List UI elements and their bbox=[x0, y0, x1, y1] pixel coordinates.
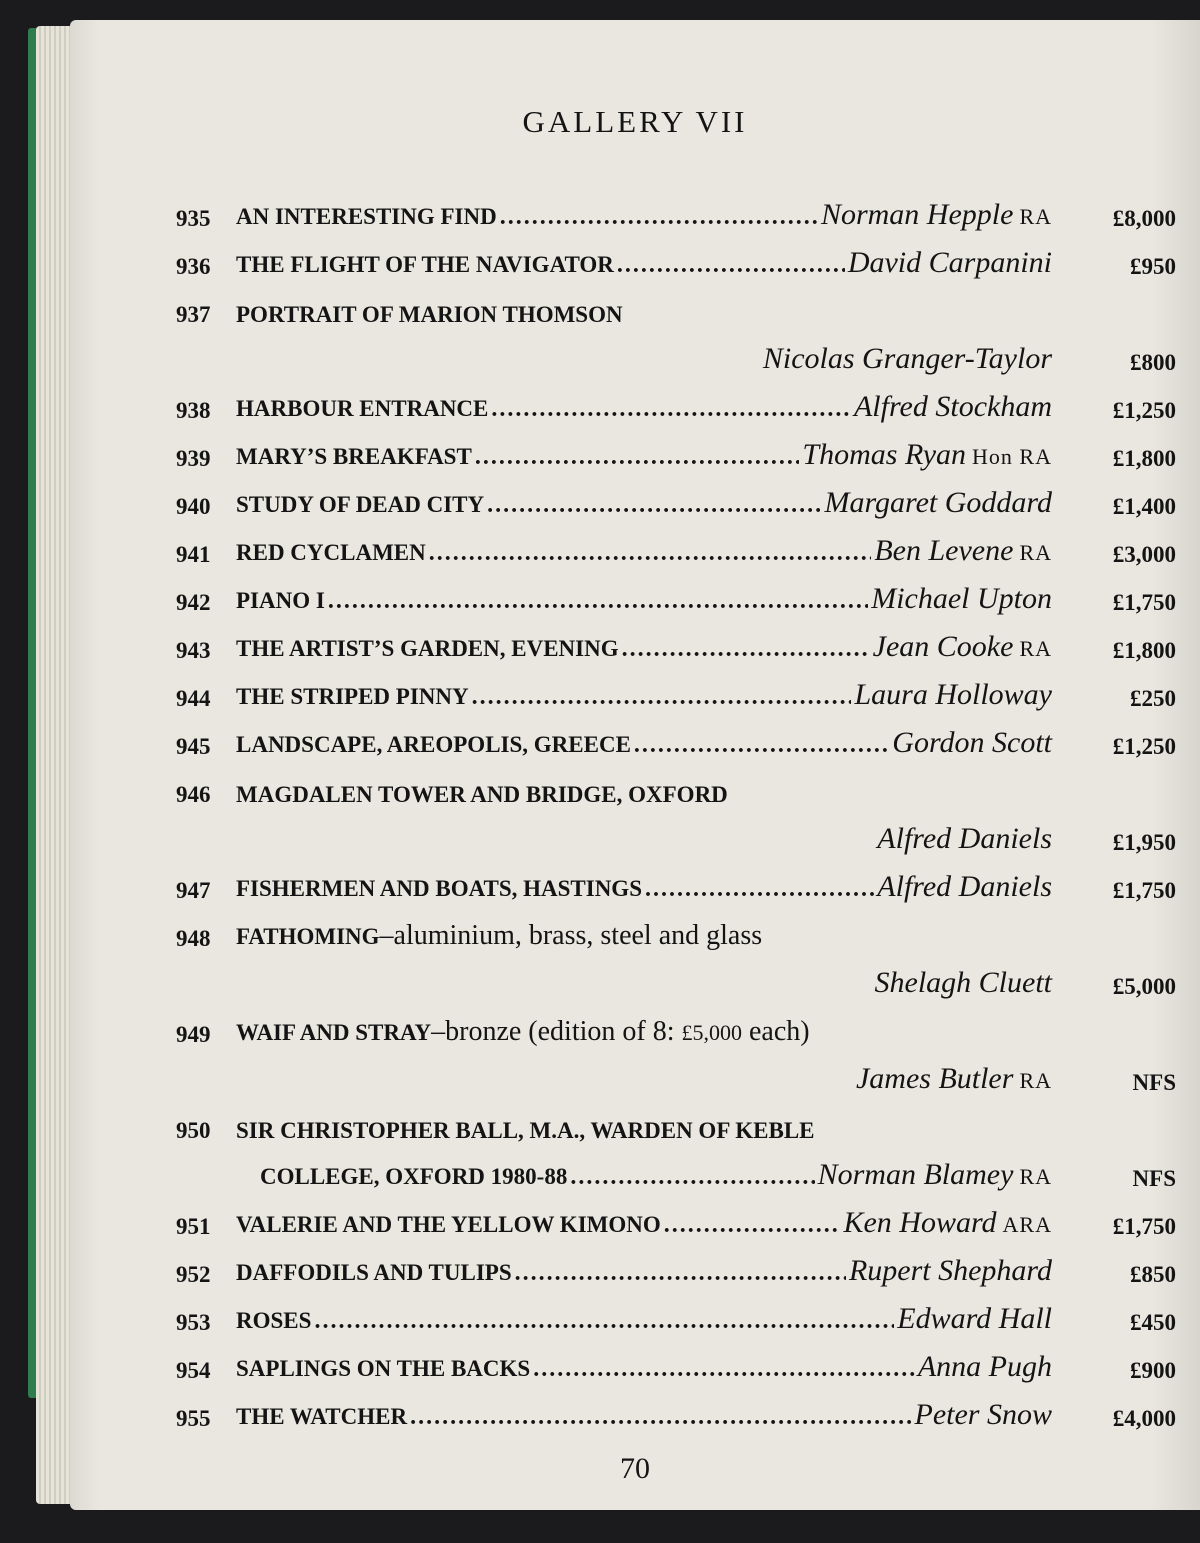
catalogue-entry-continued bbox=[176, 1056, 1176, 1096]
catalogue-entry bbox=[176, 192, 1176, 232]
entry-price: £1,950 bbox=[1112, 830, 1176, 855]
entry-artist: Margaret Goddard bbox=[824, 486, 1052, 519]
entry-title: THE FLIGHT OF THE NAVIGATOR bbox=[236, 252, 614, 277]
entry-price: £3,000 bbox=[1112, 542, 1176, 567]
edition-price: £5,000 bbox=[681, 1020, 742, 1045]
entry-artist: Edward Hall bbox=[897, 1302, 1052, 1335]
entry-number: 936 bbox=[176, 254, 211, 279]
catalogue-entry bbox=[176, 240, 1176, 280]
catalogue-entry bbox=[176, 1248, 1176, 1288]
entry-number: 952 bbox=[176, 1262, 211, 1287]
entry-title-continued: COLLEGE, OXFORD 1980-88 bbox=[260, 1164, 568, 1189]
leader-dots bbox=[500, 204, 818, 231]
entry-number: 941 bbox=[176, 542, 211, 567]
catalogue-entry bbox=[176, 432, 1176, 472]
entry-title: SAPLINGS ON THE BACKS bbox=[236, 1356, 531, 1381]
catalogue-entry bbox=[176, 384, 1176, 424]
entry-number: 953 bbox=[176, 1310, 211, 1335]
entry-price: £1,800 bbox=[1112, 638, 1176, 663]
entry-honour: Hon RA bbox=[972, 444, 1052, 469]
entry-number: 945 bbox=[176, 734, 211, 759]
entry-artist: Thomas Ryan Hon RA bbox=[802, 438, 1052, 471]
entry-number: 938 bbox=[176, 398, 211, 423]
leader-dots bbox=[328, 588, 868, 615]
entry-title: RED CYCLAMEN bbox=[236, 540, 426, 565]
entry-title: PORTRAIT OF MARION THOMSON bbox=[236, 302, 623, 327]
leader-dots bbox=[617, 252, 845, 279]
entry-title: LANDSCAPE, AREOPOLIS, GREECE bbox=[236, 732, 631, 757]
entry-price: £1,800 bbox=[1112, 446, 1176, 471]
entry-honour: RA bbox=[1019, 636, 1052, 661]
entry-number: 940 bbox=[176, 494, 211, 519]
catalogue-entry bbox=[176, 1008, 1176, 1048]
entry-number: 954 bbox=[176, 1358, 211, 1383]
entry-artist: Jean Cooke RA bbox=[872, 630, 1052, 663]
catalogue-entry bbox=[176, 288, 1176, 328]
entry-title: ROSES bbox=[236, 1308, 312, 1333]
leader-dots bbox=[491, 396, 851, 423]
entry-honour: RA bbox=[1019, 1068, 1052, 1093]
entry-medium: –aluminium, brass, steel and glass bbox=[379, 920, 763, 951]
catalogue-entry bbox=[176, 864, 1176, 904]
entry-price: £1,750 bbox=[1112, 878, 1176, 903]
entry-artist: Anna Pugh bbox=[917, 1350, 1052, 1383]
entry-title: PIANO I bbox=[236, 588, 325, 613]
entry-number: 950 bbox=[176, 1118, 211, 1143]
catalogue-entry bbox=[176, 576, 1176, 616]
entry-artist: David Carpanini bbox=[847, 246, 1052, 279]
catalogue-page bbox=[70, 20, 1200, 1510]
entry-price: £5,000 bbox=[1112, 974, 1176, 999]
entry-price: NFS bbox=[1132, 1070, 1176, 1095]
entry-title: THE WATCHER bbox=[236, 1404, 408, 1429]
entry-title: THE ARTIST’S GARDEN, EVENING bbox=[236, 636, 619, 661]
entry-number: 947 bbox=[176, 878, 211, 903]
entry-title: SIR CHRISTOPHER BALL, M.A., WARDEN OF KEBLE bbox=[236, 1118, 815, 1143]
entry-number: 937 bbox=[176, 302, 211, 327]
entry-honour: RA bbox=[1019, 1164, 1052, 1189]
catalogue-entry bbox=[176, 1392, 1176, 1432]
catalogue-entry bbox=[176, 480, 1176, 520]
entry-price: £1,750 bbox=[1112, 590, 1176, 615]
entry-artist: James Butler RA bbox=[855, 1062, 1052, 1095]
leader-dots bbox=[533, 1356, 915, 1383]
catalogue-entry bbox=[176, 1200, 1176, 1240]
catalogue-entry bbox=[176, 720, 1176, 760]
entry-artist: Peter Snow bbox=[914, 1398, 1052, 1431]
catalogue-entry bbox=[176, 768, 1176, 808]
entry-number: 943 bbox=[176, 638, 211, 663]
entry-honour: ARA bbox=[1002, 1212, 1052, 1237]
leader-dots bbox=[570, 1164, 814, 1191]
entry-medium: –bronze (edition of 8: £5,000 each) bbox=[431, 1016, 810, 1047]
entry-number: 955 bbox=[176, 1406, 211, 1431]
leader-dots bbox=[429, 540, 872, 567]
entry-artist: Michael Upton bbox=[871, 582, 1052, 615]
entry-artist: Laura Holloway bbox=[854, 678, 1052, 711]
catalogue-entry-continued bbox=[176, 816, 1176, 856]
entry-title: VALERIE AND THE YELLOW KIMONO bbox=[236, 1212, 661, 1237]
entry-price: £1,250 bbox=[1112, 398, 1176, 423]
entry-price: £900 bbox=[1130, 1358, 1176, 1383]
entry-price: £250 bbox=[1130, 686, 1176, 711]
leader-dots bbox=[487, 492, 821, 519]
entry-number: 948 bbox=[176, 926, 211, 951]
entry-artist: Rupert Shephard bbox=[848, 1254, 1052, 1287]
entry-title: HARBOUR ENTRANCE bbox=[236, 396, 489, 421]
entry-artist: Norman Hepple RA bbox=[820, 198, 1052, 231]
entry-price: £950 bbox=[1130, 254, 1176, 279]
entry-number: 951 bbox=[176, 1214, 211, 1239]
entry-price: £4,000 bbox=[1112, 1406, 1176, 1431]
entry-artist: Shelagh Cluett bbox=[874, 966, 1052, 999]
leader-dots bbox=[410, 1404, 911, 1431]
entry-title: MARY’S BREAKFAST bbox=[236, 444, 472, 469]
entry-artist: Gordon Scott bbox=[892, 726, 1052, 759]
entry-title: MAGDALEN TOWER AND BRIDGE, OXFORD bbox=[236, 782, 728, 807]
entry-title: STUDY OF DEAD CITY bbox=[236, 492, 485, 517]
entry-artist: Ben Levene RA bbox=[874, 534, 1052, 567]
catalogue-entry bbox=[176, 912, 1176, 952]
catalogue-entry bbox=[176, 1104, 1176, 1144]
entry-artist: Nicolas Granger-Taylor bbox=[762, 342, 1052, 375]
entry-artist: Alfred Daniels bbox=[877, 870, 1052, 903]
catalogue-entry bbox=[176, 1296, 1176, 1336]
entry-price: £1,400 bbox=[1112, 494, 1176, 519]
entry-title: DAFFODILS AND TULIPS bbox=[236, 1260, 512, 1285]
catalogue-entry-continued bbox=[176, 336, 1176, 376]
entry-title: WAIF AND STRAY bbox=[236, 1020, 432, 1045]
entry-price: £850 bbox=[1130, 1262, 1176, 1287]
entry-price: £1,250 bbox=[1112, 734, 1176, 759]
entry-artist: Ken Howard ARA bbox=[843, 1206, 1052, 1239]
entry-number: 946 bbox=[176, 782, 211, 807]
leader-dots bbox=[622, 636, 870, 663]
entry-artist: Norman Blamey RA bbox=[817, 1158, 1052, 1191]
entry-artist: Alfred Daniels bbox=[877, 822, 1052, 855]
page-title: GALLERY VII bbox=[522, 104, 748, 139]
entry-title: FATHOMING bbox=[236, 924, 380, 949]
entry-price: £800 bbox=[1130, 350, 1176, 375]
catalogue-entry bbox=[176, 1344, 1176, 1384]
entry-price: NFS bbox=[1132, 1166, 1176, 1191]
entry-number: 935 bbox=[176, 206, 211, 231]
leader-dots bbox=[515, 1260, 846, 1287]
leader-dots bbox=[664, 1212, 841, 1239]
entry-number: 939 bbox=[176, 446, 211, 471]
leader-dots bbox=[645, 876, 874, 903]
entry-honour: RA bbox=[1019, 540, 1052, 565]
catalogue-entry-continued bbox=[176, 1152, 1176, 1192]
catalogue-entry bbox=[176, 528, 1176, 568]
entry-honour: RA bbox=[1019, 204, 1052, 229]
leader-dots bbox=[314, 1308, 894, 1335]
leader-dots bbox=[475, 444, 800, 471]
catalogue-entry bbox=[176, 672, 1176, 712]
leader-dots bbox=[634, 732, 889, 759]
page-number: 70 bbox=[620, 1452, 650, 1485]
catalogue-entry bbox=[176, 624, 1176, 664]
leader-dots bbox=[472, 684, 852, 711]
entry-price: £1,750 bbox=[1112, 1214, 1176, 1239]
entry-title: FISHERMEN AND BOATS, HASTINGS bbox=[236, 876, 642, 901]
entry-number: 949 bbox=[176, 1022, 211, 1047]
entry-number: 942 bbox=[176, 590, 211, 615]
entry-title: AN INTERESTING FIND bbox=[236, 204, 497, 229]
entry-price: £8,000 bbox=[1112, 206, 1176, 231]
entry-title: THE STRIPED PINNY bbox=[236, 684, 469, 709]
entry-price: £450 bbox=[1130, 1310, 1176, 1335]
catalogue-entry-continued bbox=[176, 960, 1176, 1000]
entry-artist: Alfred Stockham bbox=[853, 390, 1052, 423]
entry-number: 944 bbox=[176, 686, 211, 711]
